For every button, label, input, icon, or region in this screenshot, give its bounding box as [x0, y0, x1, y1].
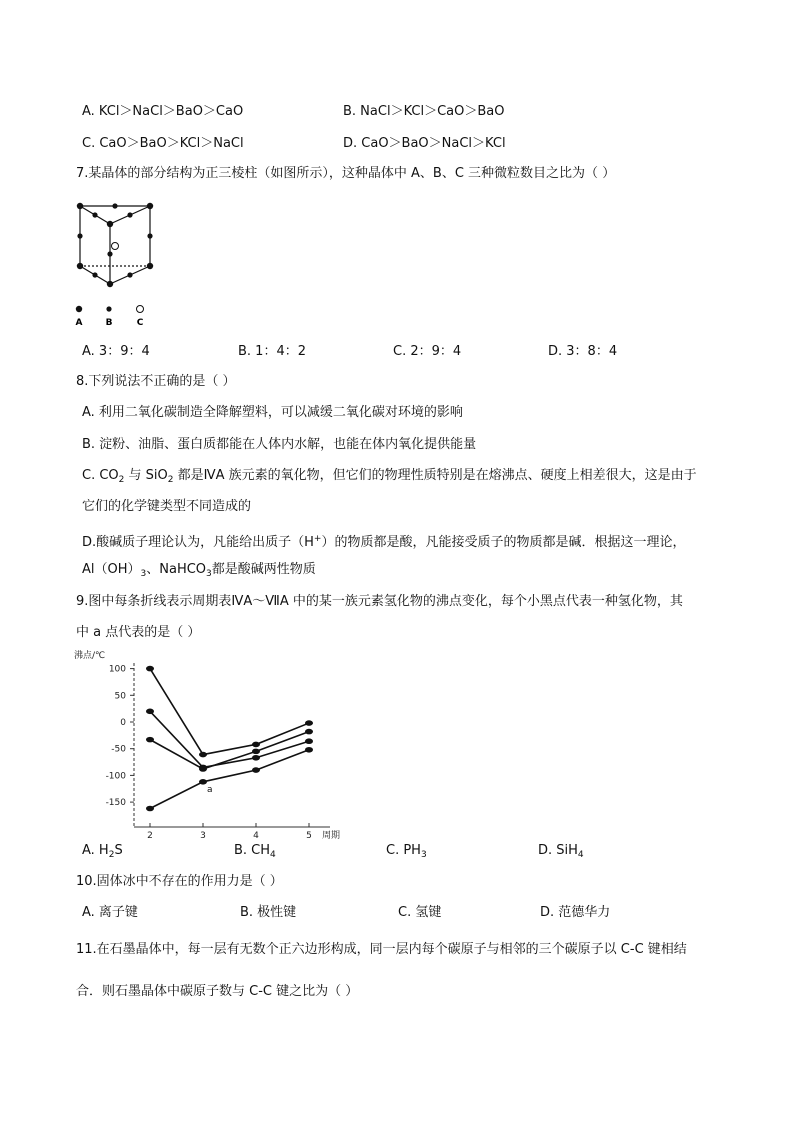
data-point	[146, 709, 154, 715]
q7-option-b: B. 1：4：2	[238, 344, 306, 359]
x-tick-label: 2	[147, 831, 153, 840]
legend-label-c: C	[136, 318, 144, 328]
q6-option-d: D. CaO＞BaO＞NaCl＞KCl	[343, 136, 506, 151]
q9-option-a: A. $H_2S$	[82, 843, 123, 860]
y-tick-label: 0	[120, 718, 126, 728]
q10-option-b: B. 极性键	[240, 905, 297, 920]
data-point	[305, 747, 313, 753]
q10-option-c: C. 氢键	[398, 905, 442, 920]
x-tick-label: 3	[200, 831, 206, 840]
data-point	[305, 729, 313, 735]
q7-option-d: D. 3：8：4	[548, 344, 618, 359]
x-axis-label: 周期	[322, 831, 341, 840]
q8-option-d: D.酸碱质子理论认为，凡能给出质子（H+）的物质都是酸，凡能接受质子的物质都是碱．根据这一理论，	[82, 534, 686, 550]
q10-option-d: D. 范德华力	[540, 905, 611, 920]
data-point	[252, 767, 260, 773]
q9-option-b: B. $CH_4$	[234, 843, 276, 860]
q10-option-a: A. 离子键	[82, 905, 138, 920]
series-line-1	[150, 669, 309, 755]
series-line-4	[150, 750, 309, 809]
y-tick-label: 50	[114, 691, 126, 702]
data-point	[305, 738, 313, 744]
q7-option-a: A. 3：9：4	[82, 344, 150, 359]
point-a-label: a	[207, 784, 213, 795]
legend-label-b: B	[105, 318, 113, 328]
y-tick-label: -100	[105, 771, 126, 782]
data-point	[199, 766, 207, 772]
y-axis-label: 沸点/℃	[74, 651, 106, 661]
q9-stem-line2: 中 a 点代表的是（ ）	[76, 625, 201, 640]
q7-stem: 7.某晶体的部分结构为正三棱柱（如图所示），这种晶体中 A、B、C 三种微粒数目之比为（ ）	[76, 166, 616, 181]
x-tick-label: 4	[253, 831, 259, 840]
q8-stem: 8.下列说法不正确的是（ ）	[76, 374, 236, 389]
q6-option-b: B. NaCl＞KCl＞CaO＞BaO	[343, 104, 505, 119]
q9-option-d: D. SiH$_4$	[538, 843, 584, 860]
data-point	[146, 666, 154, 672]
x-tick-label: 5	[306, 831, 312, 840]
q8-option-b: B. 淀粉、油脂、蛋白质都能在人体内水解，也能在体内氧化提供能量	[82, 437, 477, 452]
data-point	[252, 742, 260, 748]
legend-label-a: A	[75, 318, 83, 328]
data-point	[146, 737, 154, 743]
y-tick-label: -50	[111, 744, 126, 755]
data-point	[252, 749, 260, 755]
prism-structure-figure	[72, 198, 162, 330]
q11-stem-line2: 合．则石墨晶体中碳原子数与 C-C 键之比为（ ）	[76, 984, 359, 999]
data-point	[199, 779, 207, 785]
q10-stem: 10.固体冰中不存在的作用力是（ ）	[76, 874, 283, 889]
q6-option-a: A. KCl＞NaCl＞BaO＞CaO	[82, 104, 244, 119]
data-point	[305, 720, 313, 726]
y-tick-label: 100	[108, 664, 126, 675]
data-point	[146, 806, 154, 812]
q9-option-c: C. $PH_3$	[386, 843, 427, 860]
data-point	[252, 755, 260, 761]
q9-stem-line1: 9.图中每条折线表示周期表ⅣA～ⅦA 中的某一族元素氢化物的沸点变化，每个小黑点代表一种氢化物，其	[76, 594, 683, 609]
q6-option-c: C. CaO＞BaO＞KCl＞NaCl	[82, 136, 244, 151]
y-tick-label: -150	[105, 798, 126, 809]
data-point	[199, 752, 207, 758]
q11-stem-line1: 11.在石墨晶体中，每一层有无数个正六边形构成，同一层内每个碳原子与相邻的三个碳原子以 C-C 键相结	[76, 942, 687, 957]
boiling-point-chart	[72, 645, 342, 840]
q8-option-c: C. $CO_2$ 与 SiO$_2$ 都是ⅣA 族元素的氧化物，但它们的物理性质特别是在熔沸点、硬度上相差很大，这是由于	[82, 468, 697, 485]
q8-option-d-continued: $Al(OH)_3$、NaHCO$_3$都是酸碱两性物质	[82, 562, 316, 579]
q8-option-a: A. 利用二氧化碳制造全降解塑料，可以减缓二氧化碳对环境的影响	[82, 405, 463, 420]
q8-option-c-continued: 它们的化学键类型不同造成的	[82, 499, 252, 514]
q7-option-c: C. 2：9：4	[393, 344, 462, 359]
